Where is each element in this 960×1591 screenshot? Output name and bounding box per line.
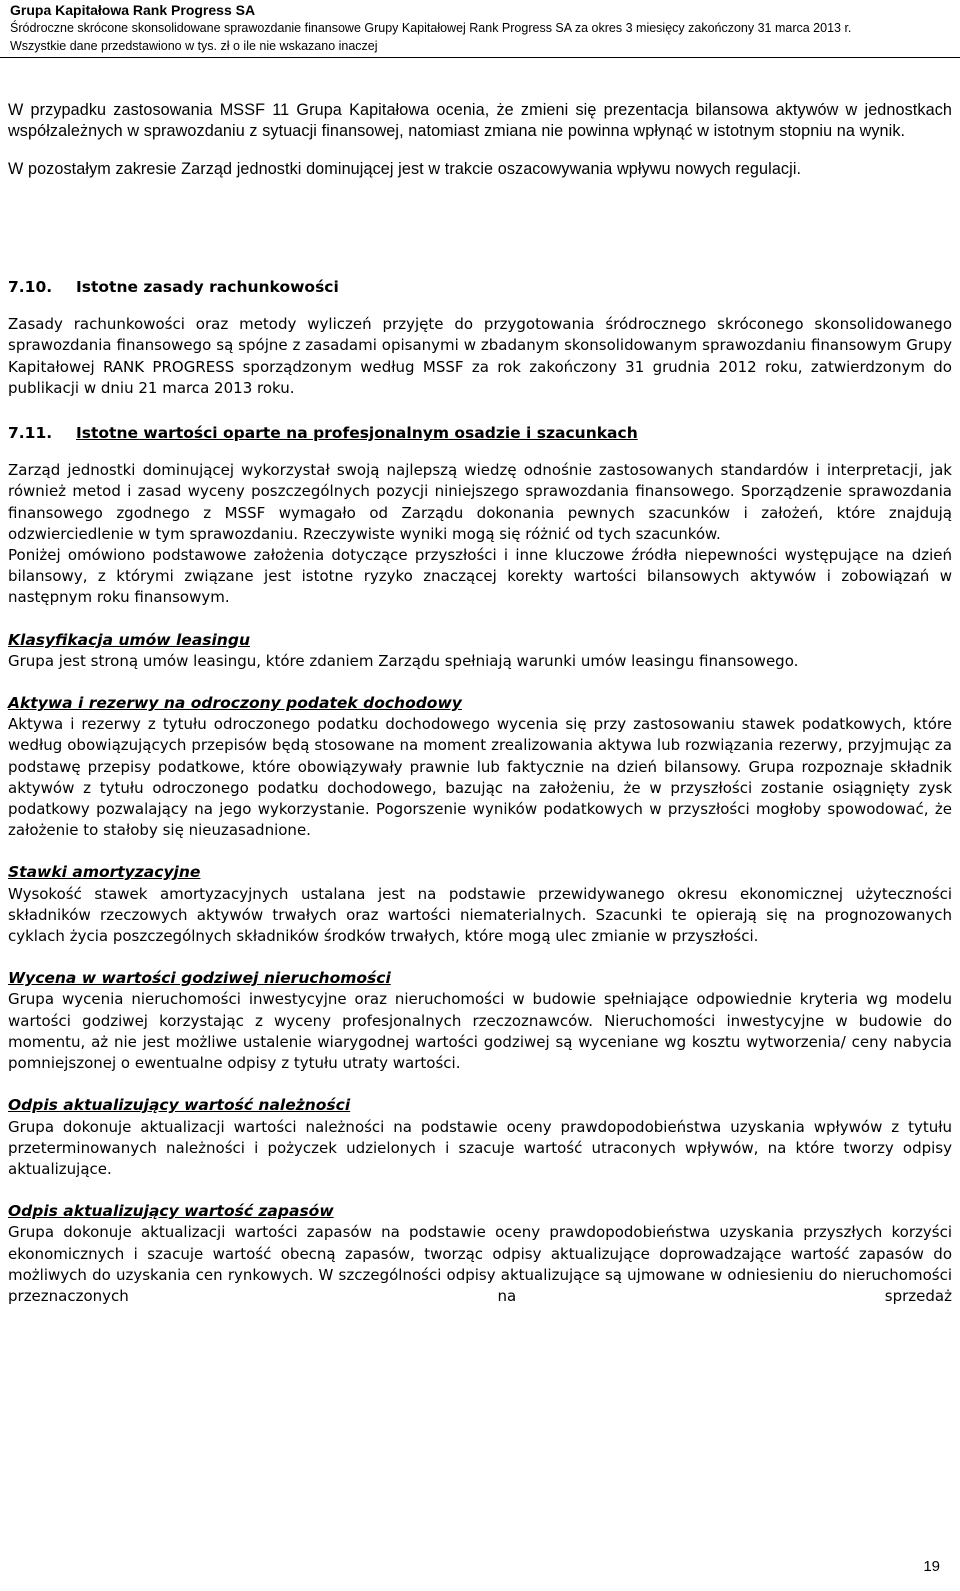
subsection-heading: Odpis aktualizujący wartość zapasów [8, 1202, 334, 1221]
section-number: 7.10. [8, 278, 53, 296]
section-number: 7.11. [8, 424, 53, 443]
header-divider [0, 57, 960, 58]
subsection-text: Grupa dokonuje aktualizacji wartości należności na podstawie oceny prawdopodobieństwa uzyskania wpływów z tytułu przeterminowanych należności i pożyczek udzielonych i szacuje wartość utraconych wpływów, na które tworzy odpisy aktualizujące. [8, 1117, 952, 1178]
subsection-heading: Stawki amortyzacyjne [8, 863, 201, 882]
header-report-title: Śródroczne skrócone skonsolidowane sprawozdanie finansowe Grupy Kapitałowej Rank Progress SA za okres 3 miesięcy zakończony 31 marca 2013 r. [10, 21, 852, 35]
page-header [10, 0, 950, 55]
subsection-inventory-writedown [8, 1201, 952, 1307]
page-number: 19 [923, 1558, 940, 1575]
section-heading-7-10 [8, 277, 952, 298]
intro-paragraph-1: W przypadku zastosowania MSSF 11 Grupa Kapitałowa ocenia, że zmieni się prezentacja bilansowa aktywów w jednostkach współzależnych w sprawozdaniu z sytuacji finansowej, natomiast zmiana nie powinna wpłynąć w istotnym stopniu na wynik. [8, 101, 952, 140]
subsection-heading: Odpis aktualizujący wartość należności [8, 1096, 351, 1115]
subsection-deferred-tax [8, 693, 952, 841]
intro-paragraph-2: W pozostałym zakresie Zarząd jednostki dominującej jest w trakcie oszacowywania wpływu nowych regulacji. [8, 160, 802, 178]
section-title: Istotne zasady rachunkowości [76, 278, 339, 296]
section-heading-7-11 [8, 423, 952, 444]
subsection-receivables-writedown [8, 1095, 952, 1180]
header-company: Grupa Kapitałowa Rank Progress SA [10, 2, 256, 18]
subsection-heading: Klasyfikacja umów leasingu [8, 630, 250, 649]
subsection-text: Grupa dokonuje aktualizacji wartości zapasów na podstawie oceny prawdopodobieństwa uzyskania przyszłych korzyści ekonomicznych i szacuje wartość obecną zapasów, tworząc odpisy aktualizujące doprowadzające wartość zapasów do możliwych do uzyskania cen rynkowych. W szczególności odpisy aktualizujące są ujmowane w odniesieniu do nieruchomości przeznaczonych na sprzedaż [8, 1223, 952, 1305]
subsection-leasing [8, 630, 952, 672]
subsection-heading: Wycena w wartości godziwej nieruchomości [8, 969, 391, 988]
header-units-note: Wszystkie dane przedstawiono w tys. zł o ile nie wskazano inaczej [10, 39, 378, 53]
section-title: Istotne wartości oparte na profesjonalnym osadzie i szacunkach [76, 424, 638, 443]
subsection-depreciation-rates [8, 862, 952, 947]
subsection-text: Grupa wycenia nieruchomości inwestycyjne oraz nieruchomości w budowie spełniające odpowiednie kryteria wg modelu wartości godziwej korzystając z wyceny profesjonalnych rzeczoznawców. Nieruchomości inwestycyjne w budowie do momentu, aż nie jest możliwe ustalenie wiarygodnej wartości godziwej są wyceniane wg kosztu wytworzenia/ ceny nabycia pomniejszonej o ewentualne odpisy z tytułu utraty wartości. [8, 990, 952, 1073]
subsection-text: Wysokość stawek amortyzacyjnych ustalana jest na podstawie przewidywanego okresu ekonomicznej użyteczności składników rzeczowych aktywów trwałych oraz wartości niematerialnych. Szacunki te opierają się na prognozowanych cyklach życia poszczególnych składników środków trwałych, które mogą ulec zmianie w przyszłości. [8, 884, 952, 946]
subsection-fair-value [8, 968, 952, 1074]
subsection-heading: Aktywa i rezerwy na odroczony podatek dochodowy [8, 694, 462, 713]
main-body [8, 277, 952, 1307]
intro-block [8, 100, 952, 180]
section-7-11-paragraph-1: Zarząd jednostki dominującej wykorzystał swoją najlepszą wiedzę odnośnie zastosowanych standardów i interpretacji, jak również metod i zasad wyceny poszczególnych pozycji niniejszego sprawozdania finansowego. Sporządzenie sprawozdania finansowego zgodnego z MSSF wymagało od Zarządu dokonania pewnych szacunków i założeń, które znajdują odzwierciedlenie w tym sprawozdaniu. Rzeczywiste wyniki mogą się różnić od tych szacunków. [8, 461, 952, 543]
section-7-10-text: Zasady rachunkowości oraz metody wyliczeń przyjęte do przygotowania śródrocznego skróconego skonsolidowanego sprawozdania finansowego są spójne z zasadami opisanymi w zbadanym skonsolidowanym sprawozdaniu finansowym Grupy Kapitałowej RANK PROGRESS sporządzonym według MSSF za rok zakończony 31 grudnia 2012 roku, zatwierdzonym do publikacji w dniu 21 marca 2013 roku. [8, 315, 952, 397]
subsection-text: Grupa jest stroną umów leasingu, które zdaniem Zarządu spełniają warunki umów leasingu finansowego. [8, 651, 799, 670]
section-7-11-paragraph-2: Poniżej omówiono podstawowe założenia dotyczące przyszłości i inne kluczowe źródła niepewności występujące na dzień bilansowy, z którymi związane jest istotne ryzyko znaczącej korekty wartości bilansowych aktywów i zobowiązań w następnym roku finansowym. [8, 546, 952, 607]
subsection-text: Aktywa i rezerwy z tytułu odroczonego podatku dochodowego wycenia się przy zastosowaniu stawek podatkowych, które według obowiązujących przepisów będą stosowane na moment zrealizowania aktywa lub rozwiązania rezerwy, przyjmując za podstawę przepisy podatkowe, które obowiązywały prawnie lub faktycznie na dzień bilansowy. Grupa rozpoznaje składnik aktywów z tytułu odroczonego podatku dochodowego, bazując na założeniu, że w przyszłości zostanie osiągnięty zysk podatkowy pozwalający na jego wykorzystanie. Pogorszenie wyników podatkowych w przyszłości mogłoby spowodować, że założenie to stałoby się nieuzasadnione. [8, 715, 952, 840]
